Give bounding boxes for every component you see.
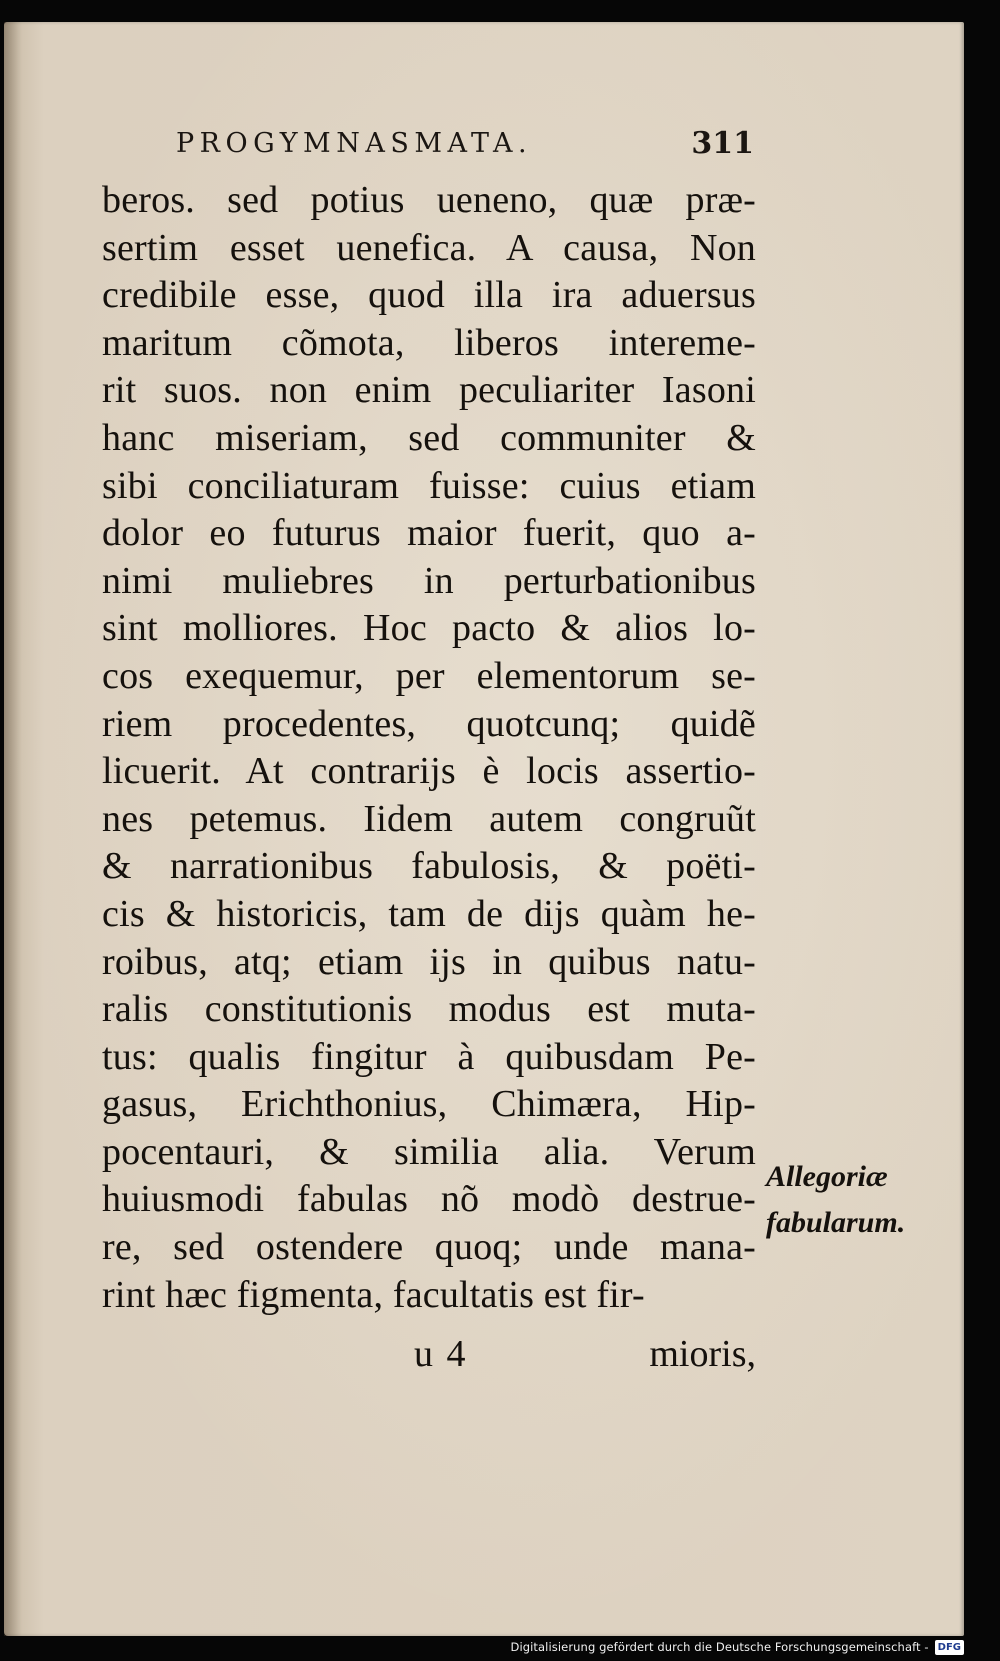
text-line: beros. sed potius ueneno, quæ præ- bbox=[102, 179, 756, 221]
marginal-note-line: fabularum. bbox=[766, 1206, 906, 1239]
text-line: dolor eo futurus maior fuerit, quo a- bbox=[102, 512, 756, 555]
text-line: riem procedentes, quotcunq; quidẽ bbox=[102, 702, 756, 745]
text-line: roibus, atq; etiam ijs in quibus natu- bbox=[102, 940, 756, 983]
text-line: ralis constitutionis modus est muta- bbox=[102, 988, 756, 1031]
text-line: rint hæc figmenta, facultatis est fir- bbox=[102, 1273, 645, 1316]
body-text bbox=[102, 177, 756, 1319]
text-line: cis & historicis, tam de dijs quàm he- bbox=[102, 892, 756, 935]
text-line: & narrationibus fabulosis, & poëti- bbox=[102, 845, 756, 888]
text-line: rit suos. non enim peculiariter Iasoni bbox=[102, 369, 756, 412]
text-line: sertim esset uenefica. A causa, Non bbox=[102, 226, 756, 269]
text-line: nes petemus. Iidem autem congruũt bbox=[102, 797, 756, 840]
text-line: nimi muliebres in perturbationibus bbox=[102, 559, 756, 602]
dfg-logo-icon: DFG bbox=[935, 1640, 964, 1655]
text-line: hanc miseriam, sed communiter & bbox=[102, 416, 756, 459]
gutter-shadow bbox=[4, 22, 22, 1636]
credit-text: Digitalisierung gefördert durch die Deutsche Forschungsgemeinschaft - bbox=[510, 1640, 929, 1654]
text-line: licuerit. At contrarijs è locis assertio- bbox=[102, 750, 756, 793]
text-line: pocentauri, & similia alia. Verum bbox=[102, 1130, 756, 1173]
marginal-note-line: Allegoriæ bbox=[766, 1160, 888, 1193]
signature-mark: u 4 bbox=[414, 1333, 468, 1375]
book-page bbox=[4, 22, 964, 1636]
marginal-note bbox=[766, 1154, 936, 1246]
text-line: cos exequemur, per elementorum se- bbox=[102, 654, 756, 697]
text-line: gasus, Erichthonius, Chimæra, Hip- bbox=[102, 1083, 756, 1126]
text-line: maritum cõmota, liberos intereme- bbox=[102, 321, 756, 364]
running-title: PROGYMNASMATA. bbox=[176, 128, 533, 159]
running-head bbox=[176, 128, 760, 168]
digitization-credit bbox=[510, 1638, 964, 1656]
catchword: mioris, bbox=[649, 1333, 756, 1375]
text-line: credibile esse, quod illa ira aduersus bbox=[102, 274, 756, 317]
text-line: tus: qualis fingitur à quibusdam Pe- bbox=[102, 1035, 756, 1078]
direction-line bbox=[102, 1332, 756, 1380]
text-line: re, sed ostendere quoq; unde mana- bbox=[102, 1226, 756, 1269]
text-line: sint molliores. Hoc pacto & alios lo- bbox=[102, 607, 756, 650]
text-line: huiusmodi fabulas nõ modò destrue- bbox=[102, 1178, 756, 1221]
text-line: sibi conciliaturam fuisse: cuius etiam bbox=[102, 464, 756, 507]
page-number: 311 bbox=[691, 126, 754, 161]
